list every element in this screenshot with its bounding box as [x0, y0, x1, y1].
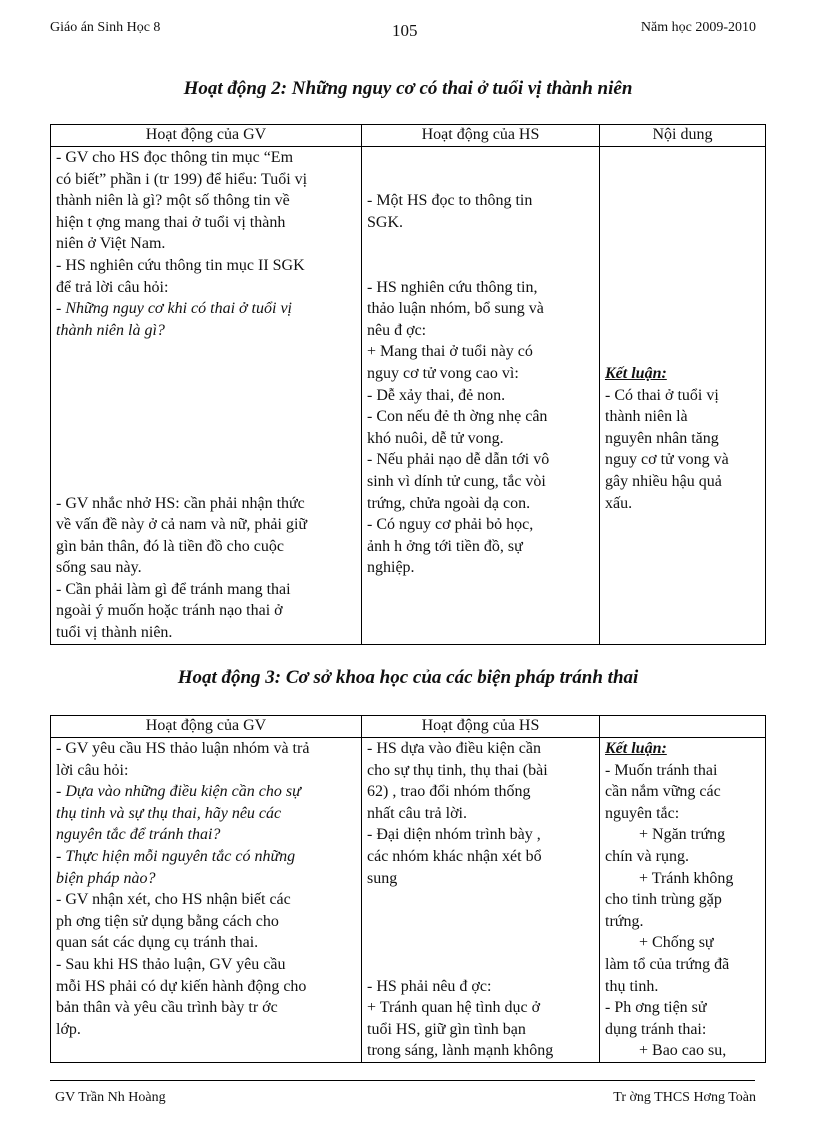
text-line: sung — [367, 869, 398, 887]
text-line: + Bao cao su, — [639, 1042, 727, 1060]
section2-table — [50, 124, 766, 645]
text-line: + Chống sự — [639, 934, 714, 952]
text-line: trong sáng, lành mạnh không — [367, 1042, 554, 1060]
section2-title: Hoạt động 2: Những nguy cơ có thai ở tuổi vị thành niên — [183, 78, 633, 99]
text-line: lớp. — [56, 1020, 81, 1038]
footer-divider — [50, 1080, 755, 1081]
text-line: ngoài ý muốn hoặc tránh nạo thai ở — [56, 602, 283, 620]
text-line: - Có nguy cơ phải bỏ học, — [367, 516, 534, 534]
text-line: ph ơng tiện sử dụng bằng cách cho — [56, 912, 279, 930]
text-line: - HS dựa vào điều kiện cần — [367, 740, 541, 757]
section2-col-nd: Nội dung — [600, 125, 766, 147]
text-line: dụng tránh thai: — [605, 1020, 707, 1038]
question-line: thụ tinh và sự thụ thai, hãy nêu các — [56, 804, 282, 822]
text-line: niên ở Việt Nam. — [56, 235, 166, 253]
text-line: hiện t ợng mang thai ở tuổi vị thành — [56, 213, 286, 231]
text-line: - Một HS đọc to thông tin — [367, 192, 533, 210]
text-line: - Ph ơng tiện sử — [605, 999, 707, 1017]
text-line: - Đại diện nhóm trình bày , — [367, 826, 541, 844]
section3-gv-cell — [51, 738, 362, 1063]
text-line: khó nuôi, dễ tử vong. — [367, 429, 504, 447]
section3-table — [50, 715, 766, 1063]
question-line: - Những nguy cơ khi có thai ở tuổi vị — [56, 300, 292, 318]
section2-gv-cell — [51, 147, 362, 645]
text-line: sinh vì dính tử cung, tắc vòi — [367, 472, 546, 490]
question-line: biện pháp nào? — [56, 869, 156, 887]
text-line: + Tránh quan hệ tình dục ở — [367, 999, 541, 1017]
text-line: - Sau khi HS thảo luận, GV yêu cầu — [56, 955, 286, 973]
text-line: để trả lời câu hỏi: — [56, 278, 169, 296]
section3-hs-cell — [362, 738, 600, 1063]
section3-col-nd — [600, 716, 766, 738]
question-line: - Dựa vào những điều kiện cần cho sự — [56, 783, 301, 801]
text-line: + Tránh không — [639, 869, 734, 887]
page-number: 105 — [392, 21, 418, 40]
text-line: thành niên là — [605, 408, 688, 426]
text-line: - Cần phải làm gì để tránh mang thai — [56, 580, 291, 598]
text-line: trứng. — [605, 912, 644, 930]
text-line: nguyên tắc: — [605, 804, 680, 822]
text-line: về vấn đề này ở cả nam và nữ, phải giữ — [56, 516, 308, 534]
text-line: thành niên là gì? một số thông tin về — [56, 192, 290, 210]
conclusion-heading: Kết luận: — [605, 740, 667, 757]
text-line: chín và rụng. — [605, 847, 689, 865]
text-line: + Mang thai ở tuổi này có — [367, 343, 533, 361]
text-line: làm tổ của trứng đã — [605, 955, 730, 973]
text-line: nghiệp. — [367, 559, 415, 577]
section2-col-gv: Hoạt động của GV — [51, 125, 362, 147]
text-line: - Nếu phải nạo dễ dẫn tới vô — [367, 451, 550, 469]
text-line: - Con nếu đẻ th ờng nhẹ cân — [367, 408, 548, 426]
section3-nd-cell — [600, 738, 766, 1063]
question-line: - Thực hiện mỗi nguyên tắc có những — [56, 847, 296, 865]
text-line: - GV nhận xét, cho HS nhận biết các — [56, 891, 291, 909]
text-line: có biết” phần i (tr 199) để hiểu: Tuổi vị — [56, 170, 308, 188]
footer-teacher: GV Trần Nh Hoàng — [55, 1090, 166, 1105]
text-line: - HS phải nêu đ ợc: — [367, 977, 492, 995]
text-line: tuổi vị thành niên. — [56, 624, 173, 642]
text-line: - HS nghiên cứu thông tin, — [367, 278, 538, 296]
text-line: cho sự thụ tinh, thụ thai (bài — [367, 761, 548, 779]
text-line: bản thân và yêu cầu trình bày tr ớc — [56, 999, 278, 1017]
text-line: - GV yêu cầu HS thảo luận nhóm và trả — [56, 740, 310, 757]
section3-col-gv: Hoạt động của GV — [51, 716, 362, 738]
text-line: + Ngăn trứng — [639, 826, 726, 844]
text-line: nguyên nhân tăng — [605, 429, 719, 447]
text-line: tuổi HS, giữ gìn tình bạn — [367, 1020, 526, 1038]
text-line: mỗi HS phải có dự kiến hành động cho — [56, 977, 307, 995]
text-line: thảo luận nhóm, bổ sung và — [367, 300, 544, 318]
footer-school: Tr ờng THCS Hơng Toàn — [613, 1090, 756, 1105]
text-line: các nhóm khác nhận xét bổ — [367, 847, 542, 865]
text-line: SGK. — [367, 213, 404, 231]
header-school-year: Năm học 2009-2010 — [640, 20, 756, 35]
text-line: trứng, chửa ngoài dạ con. — [367, 494, 531, 512]
text-line: xấu. — [605, 494, 633, 512]
text-line: - GV nhắc nhở HS: cần phải nhận thức — [56, 494, 305, 512]
question-line: thành niên là gì? — [56, 321, 165, 339]
text-line: nhất câu trả lời. — [367, 804, 467, 822]
section3-title: Hoạt động 3: Cơ sở khoa học của các biện pháp tránh thai — [177, 667, 639, 688]
text-line: - Dễ xảy thai, đẻ non. — [367, 386, 506, 404]
text-line: gây nhiều hậu quả — [605, 472, 722, 490]
text-line: nguy cơ tử vong cao vì: — [367, 364, 519, 382]
text-line: gìn bản thân, đó là tiền đồ cho cuộc — [56, 537, 284, 555]
section3-col-hs: Hoạt động của HS — [362, 716, 600, 738]
conclusion-heading: Kết luận: — [605, 364, 667, 382]
text-line: - HS nghiên cứu thông tin mục II SGK — [56, 256, 305, 274]
text-line: 62) , trao đổi nhóm thống — [367, 783, 531, 801]
text-line: cho tinh trùng gặp — [605, 891, 722, 909]
text-line: lời câu hỏi: — [56, 761, 129, 779]
text-line: nêu đ ợc: — [367, 321, 427, 339]
text-line: nguy cơ tử vong và — [605, 451, 729, 469]
section2-hs-cell — [362, 147, 600, 645]
text-line: sống sau này. — [56, 559, 142, 577]
section2-col-hs: Hoạt động của HS — [362, 125, 600, 147]
question-line: nguyên tắc để tránh thai? — [56, 826, 221, 844]
text-line: - Có thai ở tuổi vị — [605, 386, 719, 404]
section2-nd-cell — [600, 147, 766, 645]
text-line: - GV cho HS đọc thông tin mục “Em — [56, 149, 294, 166]
text-line: thụ tinh. — [605, 977, 659, 995]
text-line: cần nắm vững các — [605, 783, 721, 801]
header-subject: Giáo án Sinh Học 8 — [50, 20, 161, 35]
text-line: quan sát các dụng cụ tránh thai. — [56, 934, 259, 952]
text-line: - Muốn tránh thai — [605, 761, 718, 779]
text-line: ảnh h ởng tới tiền đồ, sự — [367, 537, 523, 555]
